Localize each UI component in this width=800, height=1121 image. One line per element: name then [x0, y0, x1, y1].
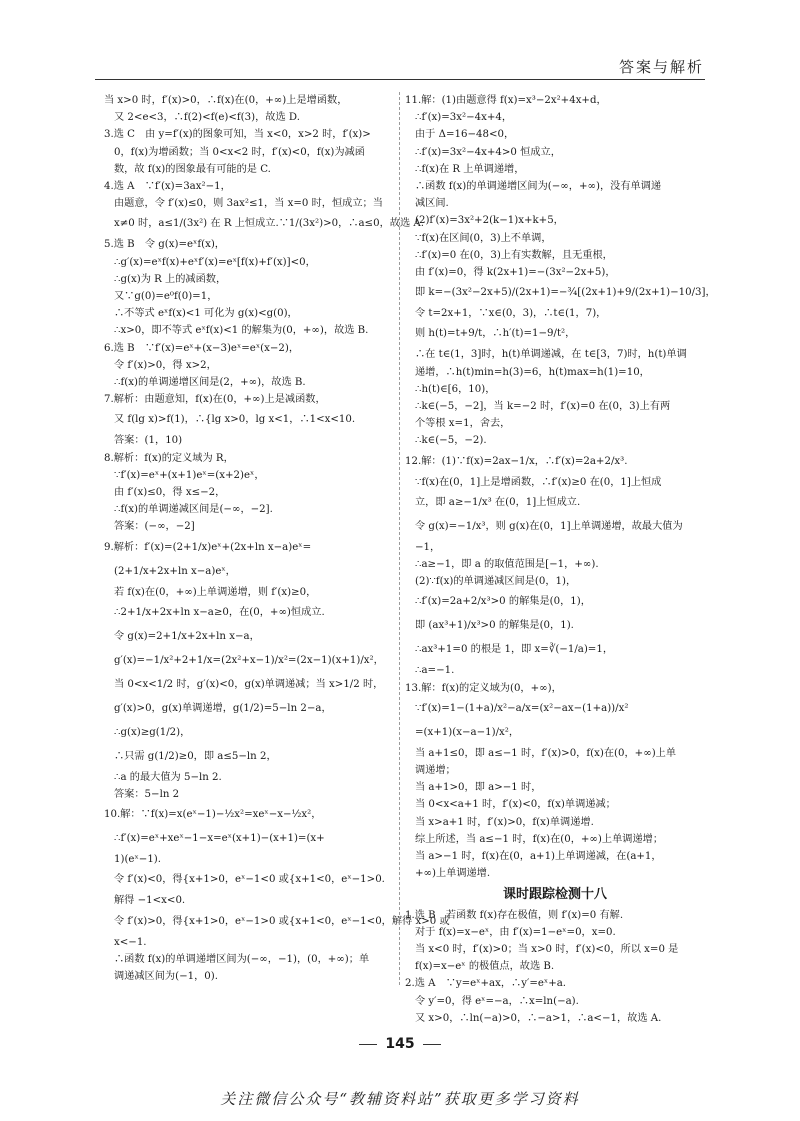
text-line: f(x)=x−eˣ 的极值点，故选 B. [415, 961, 555, 973]
header-title: 答案与解析 [618, 58, 704, 76]
text-line: ∴ax³+1=0 的根是 1，即 x=∛(−1/a)=1， [415, 644, 614, 656]
header-rule [95, 79, 705, 80]
text-line: 0，f(x)为增函数；当 0<x<2 时，f′(x)<0，f(x)为减函 [114, 146, 365, 158]
text-line: ∴f′(x)=3x²−4x+4>0 恒成立， [415, 146, 561, 158]
text-line: 6.选 B ∵f′(x)=eˣ+(x−3)eˣ=eˣ(x−2)， [104, 342, 300, 354]
text-line: 当 a+1>0，即 a>−1 时， [415, 782, 542, 794]
text-line: 令 f′(x)>0，得 x>2， [114, 359, 217, 371]
text-line: ∵f′(x)=1−(1+a)/x²−a/x=(x²−ax−(1+a))/x² [415, 702, 629, 714]
text-line: 即 k=−(3x²−2x+5)/(2x+1)=−¾[(2x+1)+9/(2x+1)−10/3]， [415, 287, 716, 299]
text-line: ∴f′(x)=0 在(0，3)上有实数解，且无重根， [415, 249, 613, 261]
text-line: 由于 Δ=16−48<0， [415, 129, 515, 141]
text-line: 令 t=2x+1，∵x∈(0，3)，∴t∈(1，7)， [415, 308, 607, 320]
text-line: ∵f(x)在(0，1]上是增函数，∴f′(x)≥0 在(0，1]上恒成 [415, 476, 662, 488]
text-line: 减区间. [415, 198, 449, 210]
text-line: ∴k∈(−5，−2]，当 k=−2 时，f′(x)=0 在(0，3)上有两 [415, 401, 671, 413]
text-line: (2)f′(x)=3x²+2(k−1)x+k+5， [415, 215, 564, 227]
text-line: 1)(eˣ−1). [114, 854, 162, 866]
text-line: ∴f(x)在 R 上单调递增， [415, 163, 525, 175]
text-line: 令 f′(x)<0，得{x+1>0，eˣ−1<0 或{x+1<0，eˣ−1>0. [114, 874, 385, 886]
text-line: 答案：(−∞，−2] [114, 521, 195, 533]
page-number-dash-right [423, 1044, 441, 1045]
text-line: 立，即 a≥−1/x³ 在(0，1]上恒成立. [415, 496, 581, 508]
text-line: g′(x)=−1/x²+2+1/x=(2x²+x−1)/x²=(2x−1)(x+1)/x²， [114, 654, 384, 666]
text-line: 又 2<e<3，∴f(2)<f(e)<f(3)，故选 D. [114, 112, 300, 124]
text-line: 数，故 f(x)的图象最有可能的是 C. [114, 163, 271, 175]
text-line: ∵f(x)在区间(0，3)上不单调， [415, 232, 552, 244]
text-line: 则 h(t)=t+9/t，∴h′(t)=1−9/t²， [415, 328, 576, 340]
text-line: ∴函数 f(x)的单调递增区间为(−∞，+∞)，没有单调递 [415, 181, 662, 193]
text-line: ∴函数 f(x)的单调递增区间为(−∞，−1)，(0，+∞)；单 [114, 953, 370, 965]
text-line: 综上所述，当 a≤−1 时，f(x)在(0，+∞)上单调递增； [415, 833, 664, 845]
text-line: 个等根 x=1，舍去， [415, 418, 511, 430]
text-line: 令 y′=0，得 eˣ=−a，∴x=ln(−a). [415, 995, 579, 1007]
text-line: =(x+1)(x−a−1)/x²， [415, 726, 520, 738]
text-line: 又 x>0，∴ln(−a)>0，∴−a>1，∴a<−1，故选 A. [415, 1012, 662, 1024]
text-line: 当 0<x<1/2 时，g′(x)<0，g(x)单调递减；当 x>1/2 时， [114, 678, 384, 690]
text-line: −1， [415, 541, 441, 553]
text-line: 7.解析：由题意知，f(x)在(0，+∞)上是减函数， [104, 394, 326, 406]
text-line: 当 0<x<a+1 时，f′(x)<0，f(x)单调递减； [415, 799, 616, 811]
text-line: 12.解：(1)∵f(x)=2ax−1/x，∴f′(x)=2a+2/x³. [405, 455, 628, 467]
text-line: 当 a>−1 时，f(x)在(0，a+1)上单调递减，在(a+1， [415, 851, 662, 863]
text-line: 又∵g(0)=e⁰f(0)=1， [114, 291, 218, 303]
right-column [405, 92, 716, 1027]
text-line: ∴g′(x)=eˣf(x)+eˣf′(x)=eˣ[f(x)+f′(x)]<0， [114, 256, 316, 268]
text-line: 由 f′(x)=0，得 k(2x+1)=−(3x²−2x+5)， [415, 267, 616, 279]
text-line: 又 f(lg x)>f(1)，∴{lg x>0，lg x<1，∴1<x<10. [114, 414, 356, 426]
text-line: ∴不等式 eˣf(x)<1 可化为 g(x)<g(0)， [114, 308, 298, 320]
text-line: (2)∵f(x)的单调递减区间是(0，1)， [415, 576, 577, 588]
text-line: 2.选 A ∵y=eˣ+ax，∴y′=eˣ+a. [405, 978, 567, 990]
text-line: 令 f′(x)>0，得{x+1>0，eˣ−1>0 或{x+1<0，eˣ−1<0，解得 x>0 或 [114, 915, 450, 927]
column-divider [399, 92, 400, 985]
text-line: ∴x>0，即不等式 eˣf(x)<1 的解集为(0，+∞)，故选 B. [114, 325, 369, 337]
text-line: ∴k∈(−5，−2). [415, 435, 487, 447]
text-line: ∴g(x)为 R 上的减函数， [114, 273, 227, 285]
text-line: ∴a 的最大值为 5−ln 2. [114, 771, 222, 783]
text-line: ∴a=−1. [415, 665, 455, 677]
text-line: x≠0 时，a≤1/(3x²) 在 R 上恒成立.∵1/(3x²)>0，∴a≤0，故选 A. [114, 218, 424, 230]
page-number-dash-left [359, 1044, 377, 1045]
section-title: 课时跟踪检测十八 [502, 886, 607, 902]
text-line: +∞)上单调递增. [415, 868, 491, 880]
text-line: 当 x>a+1 时，f′(x)>0，f(x)单调递增. [415, 816, 594, 828]
text-line: (2+1/x+2x+ln x−a)eˣ， [114, 565, 236, 577]
text-line: 递增，∴h(t)min=h(3)=6，h(t)max=h(1)=10， [415, 366, 650, 378]
text-line: ∴2+1/x+2x+ln x−a≥0，在(0，+∞)恒成立. [114, 606, 325, 618]
text-line: ∵f′(x)=eˣ+(x+1)eˣ=(x+2)eˣ， [114, 469, 265, 481]
right-answers [405, 92, 716, 883]
text-line: 调递增； [415, 765, 456, 777]
text-line: 答案：(1，10) [114, 435, 183, 447]
text-line: ∴f(x)的单调递增区间是(2，+∞)，故选 B. [114, 377, 306, 389]
text-line: ∴h(t)∈[6，10)， [415, 383, 496, 395]
text-line: 5.选 B 令 g(x)=eˣf(x)， [104, 239, 225, 251]
text-line: 4.选 A ∵f′(x)=3ax²−1， [104, 181, 231, 193]
text-line: 1.选 B 若函数 f(x)存在极值，则 f′(x)=0 有解. [405, 909, 624, 921]
text-line: 11.解：(1)由题意得 f(x)=x³−2x²+4x+d， [405, 95, 607, 106]
footer-note: 关注微信公众号“教辅资料站”获取更多学习资料 [220, 1090, 580, 1108]
text-line: 9.解析：f′(x)=(2+1/x)eˣ+(2x+ln x−a)eˣ= [104, 541, 312, 553]
text-line: ∴只需 g(1/2)≥0，即 a≤5−ln 2， [114, 750, 277, 762]
text-line: 由 f′(x)≤0，得 x≤−2， [114, 487, 226, 499]
text-line: 令 g(x)=2+1/x+2x+ln x−a， [114, 630, 260, 642]
text-line: 调递减区间为(−1，0). [114, 971, 218, 983]
text-line: ∴a≥−1，即 a 的取值范围是[−1，+∞). [415, 559, 599, 571]
text-line: 10.解：∵f(x)=x(eˣ−1)−½x²=xeˣ−x−½x²， [104, 809, 322, 821]
text-line: 当 x>0 时，f′(x)>0，∴f(x)在(0，+∞)上是增函数， [104, 95, 348, 106]
text-line: 答案：5−ln 2 [114, 789, 180, 801]
page-number-value: 145 [385, 1036, 415, 1052]
section-answers [405, 907, 705, 1027]
text-line: ∴在 t∈(1，3]时，h(t)单调递减，在 t∈[3，7)时，h(t)单调 [415, 349, 687, 361]
left-column [104, 92, 450, 985]
text-line: ∴f′(x)=3x²−4x+4， [415, 112, 513, 124]
text-line: ∴f(x)的单调递减区间是(−∞，−2]. [114, 504, 273, 516]
text-line: ∴g(x)≥g(1/2)， [114, 726, 191, 738]
text-line: 若 f(x)在(0，+∞)上单调递增，则 f′(x)≥0， [114, 586, 317, 598]
text-line: g′(x)>0，g(x)单调递增，g(1/2)=5−ln 2−a， [114, 702, 332, 714]
text-line: 解得 −1<x<0. [114, 895, 186, 907]
text-line: 令 g(x)=−1/x³，则 g(x)在(0，1]上单调递增，故最大值为 [415, 520, 683, 532]
page-number [0, 1036, 800, 1052]
text-line: 即 (ax³+1)/x³>0 的解集是(0，1). [415, 620, 574, 632]
text-line: 3.选 C 由 y=f′(x)的图象可知，当 x<0，x>2 时，f′(x)> [104, 129, 371, 141]
text-line: 当 a+1≤0，即 a≤−1 时，f′(x)>0，f(x)在(0，+∞)上单 [415, 747, 677, 759]
text-line: ∴f′(x)=eˣ+xeˣ−1−x=eˣ(x+1)−(x+1)=(x+ [114, 833, 325, 845]
text-line: ∴f′(x)=2a+2/x³>0 的解集是(0，1)， [415, 596, 591, 608]
text-line: x<−1. [114, 936, 147, 948]
text-line: 由题意，令 f′(x)≤0，则 3ax²≤1，当 x=0 时，恒成立；当 [114, 198, 383, 210]
text-line: 对于 f(x)=x−eˣ，由 f′(x)=1−eˣ=0，x=0. [415, 926, 616, 938]
text-line: 13.解：f(x)的定义域为(0，+∞)， [405, 682, 562, 694]
text-line: 8.解析：f(x)的定义域为 R， [104, 452, 234, 464]
text-line: 当 x<0 时，f′(x)>0；当 x>0 时，f′(x)<0，所以 x=0 是 [415, 943, 679, 955]
